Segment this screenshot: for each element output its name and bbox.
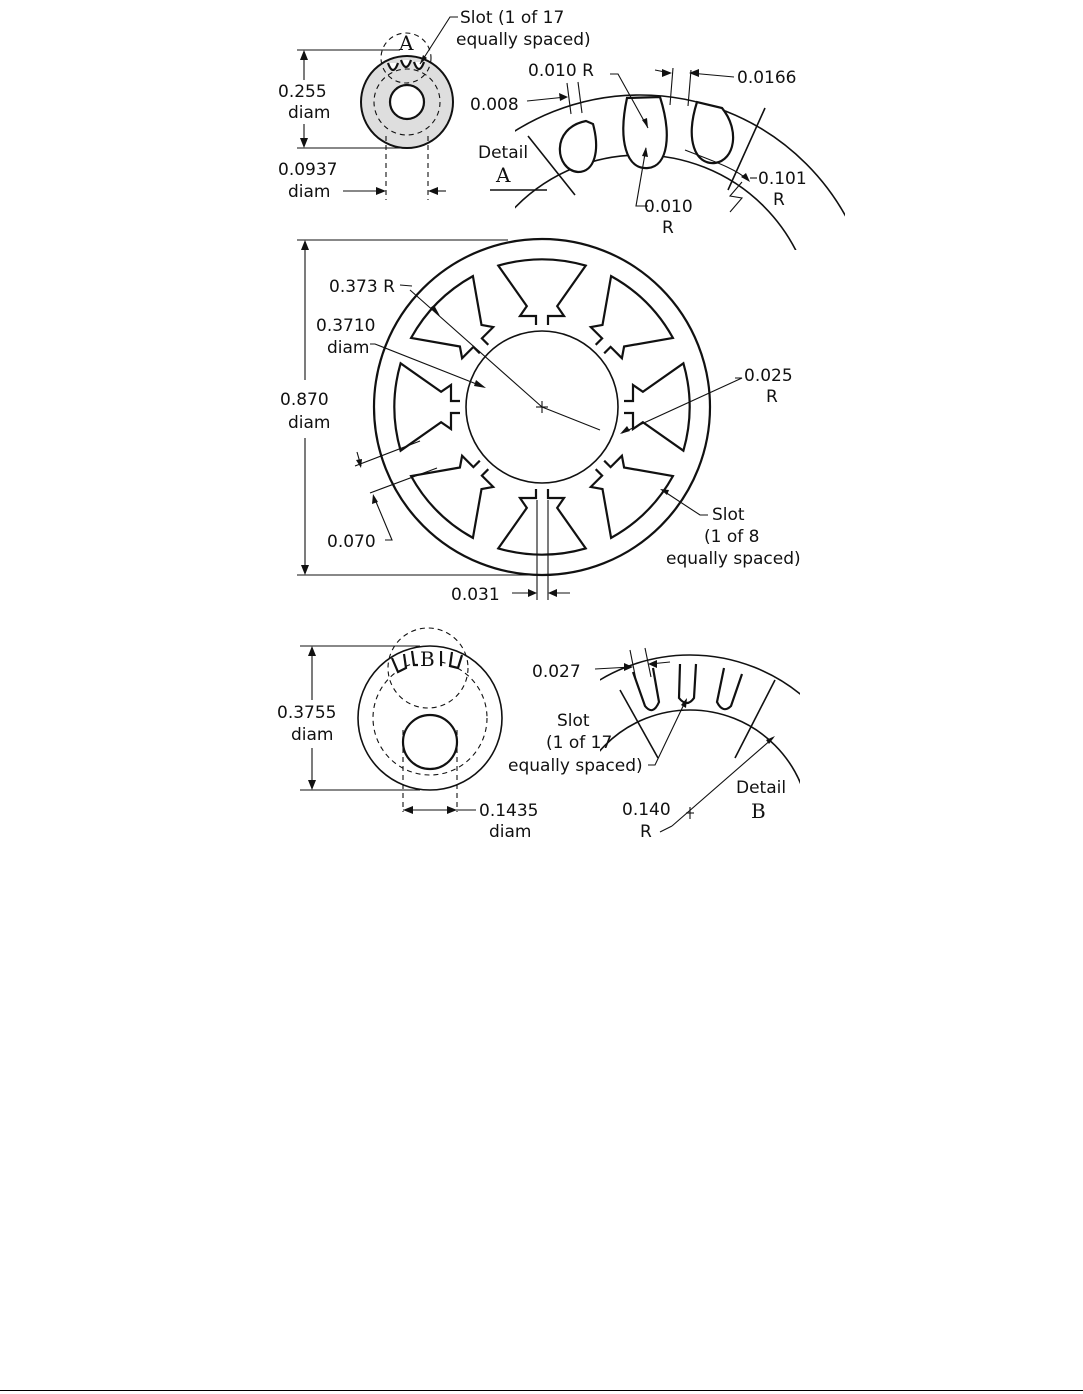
detail-b-slot-note: equally spaced): [508, 756, 643, 776]
detail-b-140-unit: R: [640, 822, 652, 842]
rotor-a-slot-note: Slot (1 of 17: [460, 8, 565, 28]
stator-tooth-width: 0.070: [327, 532, 376, 552]
detail-a-label-letter: A: [496, 163, 511, 187]
detail-a-0166: 0.0166: [737, 68, 797, 88]
rotor-a-view: [278, 8, 591, 202]
detail-a-008: 0.008: [470, 95, 519, 115]
stator-bore-unit: diam: [327, 338, 370, 358]
stator-r025-unit: R: [766, 387, 778, 407]
stator-slot-opening: 0.031: [451, 585, 500, 605]
stator-bore-value: 0.3710: [316, 316, 376, 336]
stator-view: [280, 239, 801, 605]
rotor-b-shaft-hole: [403, 715, 457, 769]
detail-b-label-letter: B: [751, 799, 766, 823]
rotor-a-slot-note: equally spaced): [456, 30, 591, 50]
detail-a-label: Detail: [478, 143, 529, 163]
detail-b-slot-note: Slot: [557, 711, 590, 731]
page-bottom-rule: [0, 1390, 1083, 1391]
rotor-a-shaft-hole: [390, 85, 424, 119]
stator-r025-value: 0.025: [744, 366, 793, 386]
rotor-b-id-unit: diam: [489, 822, 532, 842]
stator-slot-note: Slot: [712, 505, 745, 525]
detail-b-027: 0.027: [532, 662, 581, 682]
rotor-b-od-value: 0.3755: [277, 703, 337, 723]
rotor-b-id-value: 0.1435: [479, 801, 539, 821]
detail-b-label: Detail: [736, 778, 787, 798]
detail-a-101-value: 0.101: [758, 169, 807, 189]
rotor-a-id-value: 0.0937: [278, 160, 338, 180]
detail-b-140-value: 0.140: [622, 800, 671, 820]
stator-od-unit: diam: [288, 413, 331, 433]
rotor-a-od-value: 0.255: [278, 82, 327, 102]
detail-a-101-unit: R: [773, 190, 785, 210]
rotor-a-id-unit: diam: [288, 182, 331, 202]
stator-slot-note: (1 of 8: [704, 527, 760, 547]
stator-slot-note: equally spaced): [666, 549, 801, 569]
rotor-a-slot-leader: [420, 17, 458, 64]
detail-a-010r-bottom-unit: R: [662, 218, 674, 238]
stator-od-value: 0.870: [280, 390, 329, 410]
detail-a-letter: A: [399, 31, 414, 55]
detail-a-slots: [560, 97, 733, 172]
rotor-a-od-unit: diam: [288, 103, 331, 123]
rotor-b-view: [277, 628, 538, 842]
detail-b-letter: B: [420, 647, 435, 671]
detail-b-slot-note: (1 of 17: [546, 733, 613, 753]
stator-r373: 0.373 R: [329, 277, 395, 297]
detail-a-010r-bottom-value: 0.010: [644, 197, 693, 217]
detail-b-view: [508, 648, 865, 1005]
rotor-b-od-unit: diam: [291, 725, 334, 745]
detail-a-010r-top: 0.010 R: [528, 61, 594, 81]
